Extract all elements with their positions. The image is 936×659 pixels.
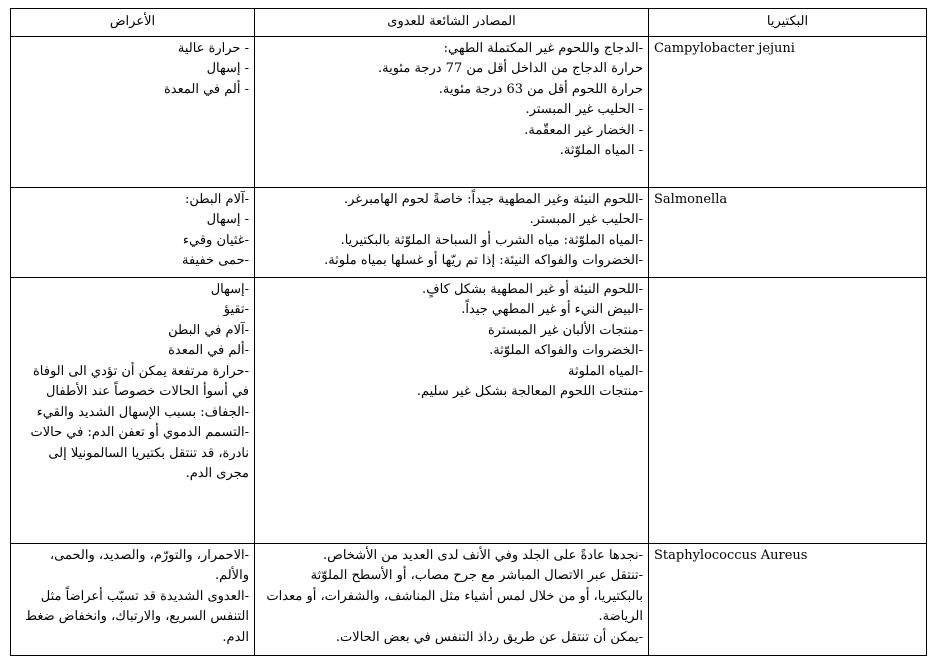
symptoms-cell xyxy=(11,543,255,655)
source-item: - الخضار غير المعقّمة. xyxy=(524,122,643,138)
source-item: -اللحوم النيئة وغير المطهية جيداً: خاصةً لحوم الهامبرغر. xyxy=(343,191,643,207)
symptom-item: -آلام البطن: xyxy=(184,191,249,207)
source-item: -الحليب غير المبستر. xyxy=(529,212,643,227)
symptom-item: -الجفاف: بسبب الإسهال الشديد والقيء xyxy=(36,404,249,420)
symptoms-cell xyxy=(11,36,255,187)
symptom-item: -آلام في البطن xyxy=(168,322,249,338)
sources-cell xyxy=(255,543,649,655)
symptom-item: -حمى خفيفة xyxy=(182,253,249,268)
symptom-item: -إسهال xyxy=(210,281,249,297)
symptom-item: - إسهال xyxy=(206,212,249,227)
symptom-item: -التسمم الدموي أو تعفن الدم: في حالات نادرة، قد تنتقل بكتيريا السالمونيلا إلى مجرى الدم. xyxy=(30,425,249,481)
source-item: -نجدها عادةً على الجلد وفي الأنف لدى العديد من الأشخاص. xyxy=(322,547,643,563)
header-bacteria: البكتيريا xyxy=(649,9,927,37)
symptom-item: -تقيؤ xyxy=(223,302,249,317)
bacteria-name: Campylobacter jejuni xyxy=(649,36,927,187)
symptoms-cell xyxy=(11,277,255,543)
source-item: - الحليب غير المبستر. xyxy=(525,102,643,117)
source-item: -الدجاج واللحوم غير المكتملة الطهي: xyxy=(443,40,643,56)
source-item: -اللحوم النيئة أو غير المطهية بشكل كافٍ. xyxy=(422,281,643,297)
symptom-item: - ألم في المعدة xyxy=(163,81,249,97)
symptoms-cell xyxy=(11,187,255,277)
sources-cell xyxy=(255,277,649,543)
symptom-item: -العدوى الشديدة قد تسبّب أعراضاً مثل التنفس السريع، والارتباك، وانخفاض ضغط الدم. xyxy=(25,588,249,645)
source-item: حرارة اللحوم أقل من 63 درجة مئوية. xyxy=(438,81,643,97)
source-item: -البيض النيء أو غير المطهي جيداً. xyxy=(461,302,643,317)
symptom-item: - إسهال xyxy=(206,61,249,76)
table-row xyxy=(11,277,927,543)
source-item: -المياه الملوثة xyxy=(567,363,643,379)
source-item: حرارة الدجاج من الداخل أقل من 77 درجة مئوية. xyxy=(378,61,643,76)
symptom-item: -حرارة مرتفعة يمكن أن تؤدي الى الوفاة في أسوأ الحالات خصوصاً عند الأطفال xyxy=(32,363,249,399)
sources-cell xyxy=(255,187,649,277)
header-sources: المصادر الشائعة للعدوى xyxy=(255,9,649,37)
source-item: -الخضروات والفواكه النيئة: إذا تم ريّها أو غسلها بمياه ملوثة. xyxy=(324,253,643,268)
source-item: -الخضروات والفواكه الملوّثة. xyxy=(489,343,643,358)
symptom-item: -الاحمرار، والتورّم، والصديد، والحمى، والألم. xyxy=(49,547,249,583)
source-item: -منتجات الألبان غير المبسترة xyxy=(487,322,643,338)
table-row xyxy=(11,187,927,277)
table-row xyxy=(11,543,927,655)
symptom-item: -ألم في المعدة xyxy=(168,343,249,358)
source-item: -المياه الملوّثة: مياه الشرب أو السباحة الملوّثة بالبكتيريا. xyxy=(340,232,643,248)
symptom-item: -غثيان وقيء xyxy=(182,232,249,248)
source-item: - المياه الملوّثة. xyxy=(559,143,643,158)
bacteria-name: Staphylococcus Aureus xyxy=(649,543,927,655)
sources-cell xyxy=(255,36,649,187)
bacteria-name: Salmonella xyxy=(649,187,927,277)
table-row xyxy=(11,36,927,187)
source-item: -منتجات اللحوم المعالجة بشكل غير سليم. xyxy=(416,384,643,399)
source-item: -تنتقل عبر الاتصال المباشر مع جرح مصاب، أو الأسطح الملوّثة بالبكتيريا، أو من خلال لمس أشياء مثل المناشف، والشفرات، أو معدات الرياضة. xyxy=(266,568,643,624)
bacteria-table xyxy=(10,8,927,656)
header-symptoms: الأعراض xyxy=(11,9,255,37)
bacteria-name xyxy=(649,277,927,543)
symptom-item: - حرارة عالية xyxy=(177,40,249,56)
source-item: -يمكن أن تنتقل عن طريق رذاذ التنفس في بعض الحالات. xyxy=(335,629,643,645)
header-row xyxy=(11,9,927,37)
